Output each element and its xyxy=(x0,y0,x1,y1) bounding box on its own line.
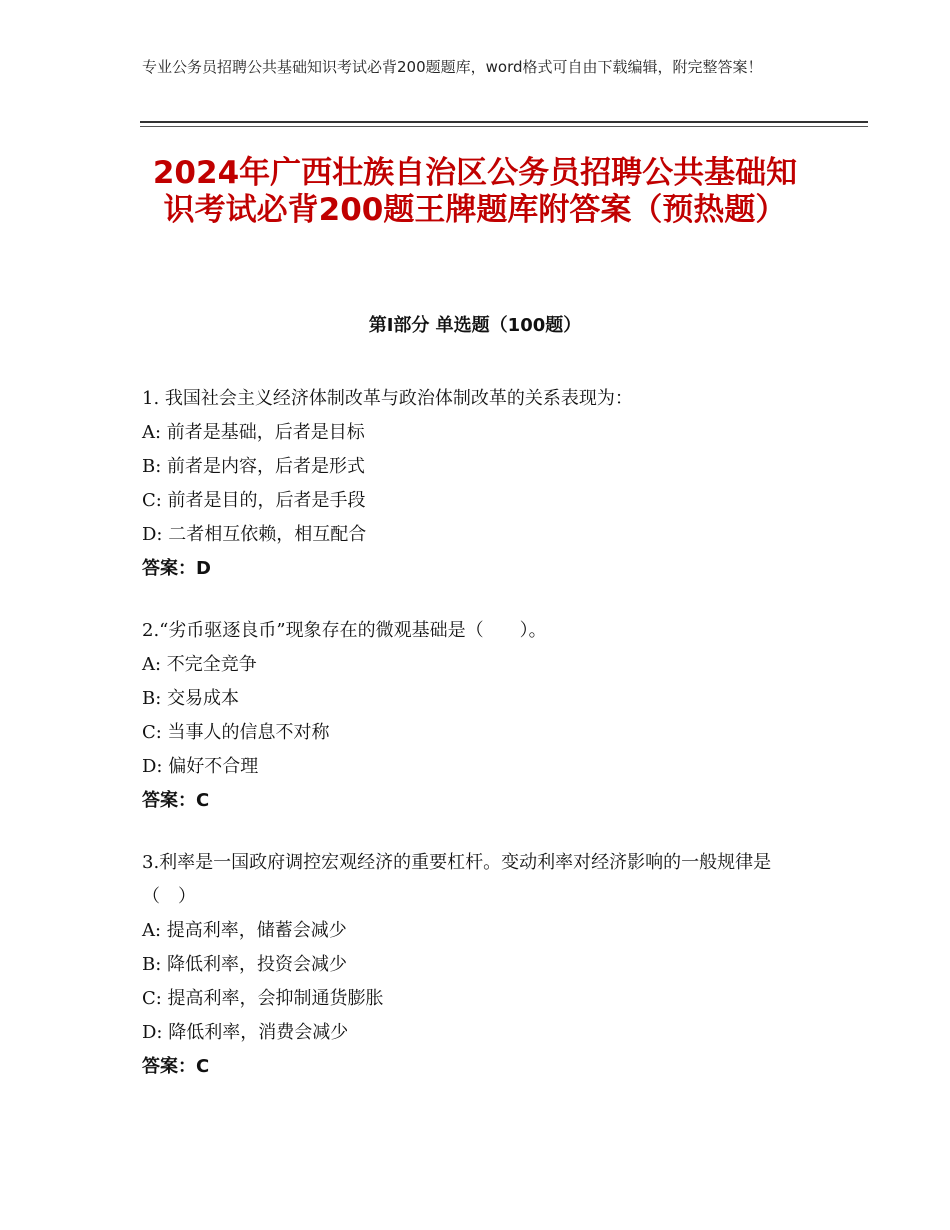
document-title: 2024年广西壮族自治区公务员招聘公共基础知识考试必背200题王牌题库附答案（预热题） xyxy=(152,155,798,228)
option-a: A: 不完全竞争 xyxy=(142,654,257,675)
option-b: B: 前者是内容，后者是形式 xyxy=(142,456,366,477)
question-stem: 1. 我国社会主义经济体制改革与政治体制改革的关系表现为： xyxy=(142,388,633,409)
question-item xyxy=(142,614,802,818)
header-note: 专业公务员招聘公共基础知识考试必背200题题库，word格式可自由下载编辑，附完整答案！ xyxy=(142,58,763,76)
header-rule-thin xyxy=(140,126,868,127)
answer-line: 答案：C xyxy=(142,790,210,811)
question-item xyxy=(142,382,802,586)
answer-line: 答案：D xyxy=(142,558,211,579)
question-list xyxy=(142,382,802,1112)
option-c: C: 前者是目的，后者是手段 xyxy=(142,490,366,511)
option-a: A: 提高利率，储蓄会减少 xyxy=(142,920,347,941)
question-item xyxy=(142,846,802,1084)
header-rule-thick xyxy=(140,121,868,123)
option-b: B: 降低利率，投资会减少 xyxy=(142,954,348,975)
option-d: D: 二者相互依赖，相互配合 xyxy=(142,524,367,545)
question-stem: 3.利率是一国政府调控宏观经济的重要杠杆。变动利率对经济影响的一般规律是（ ） xyxy=(142,852,772,907)
option-a: A: 前者是基础，后者是目标 xyxy=(142,422,365,443)
option-d: D: 降低利率，消费会减少 xyxy=(142,1022,349,1043)
answer-line: 答案：C xyxy=(142,1056,210,1077)
option-b: B: 交易成本 xyxy=(142,688,240,709)
option-d: D: 偏好不合理 xyxy=(142,756,259,777)
option-c: C: 当事人的信息不对称 xyxy=(142,722,330,743)
section-heading: 第Ⅰ部分 单选题（100题） xyxy=(368,315,582,336)
option-c: C: 提高利率，会抑制通货膨胀 xyxy=(142,988,384,1009)
question-stem: 2.“劣币驱逐良币”现象存在的微观基础是（ ）。 xyxy=(142,620,547,641)
